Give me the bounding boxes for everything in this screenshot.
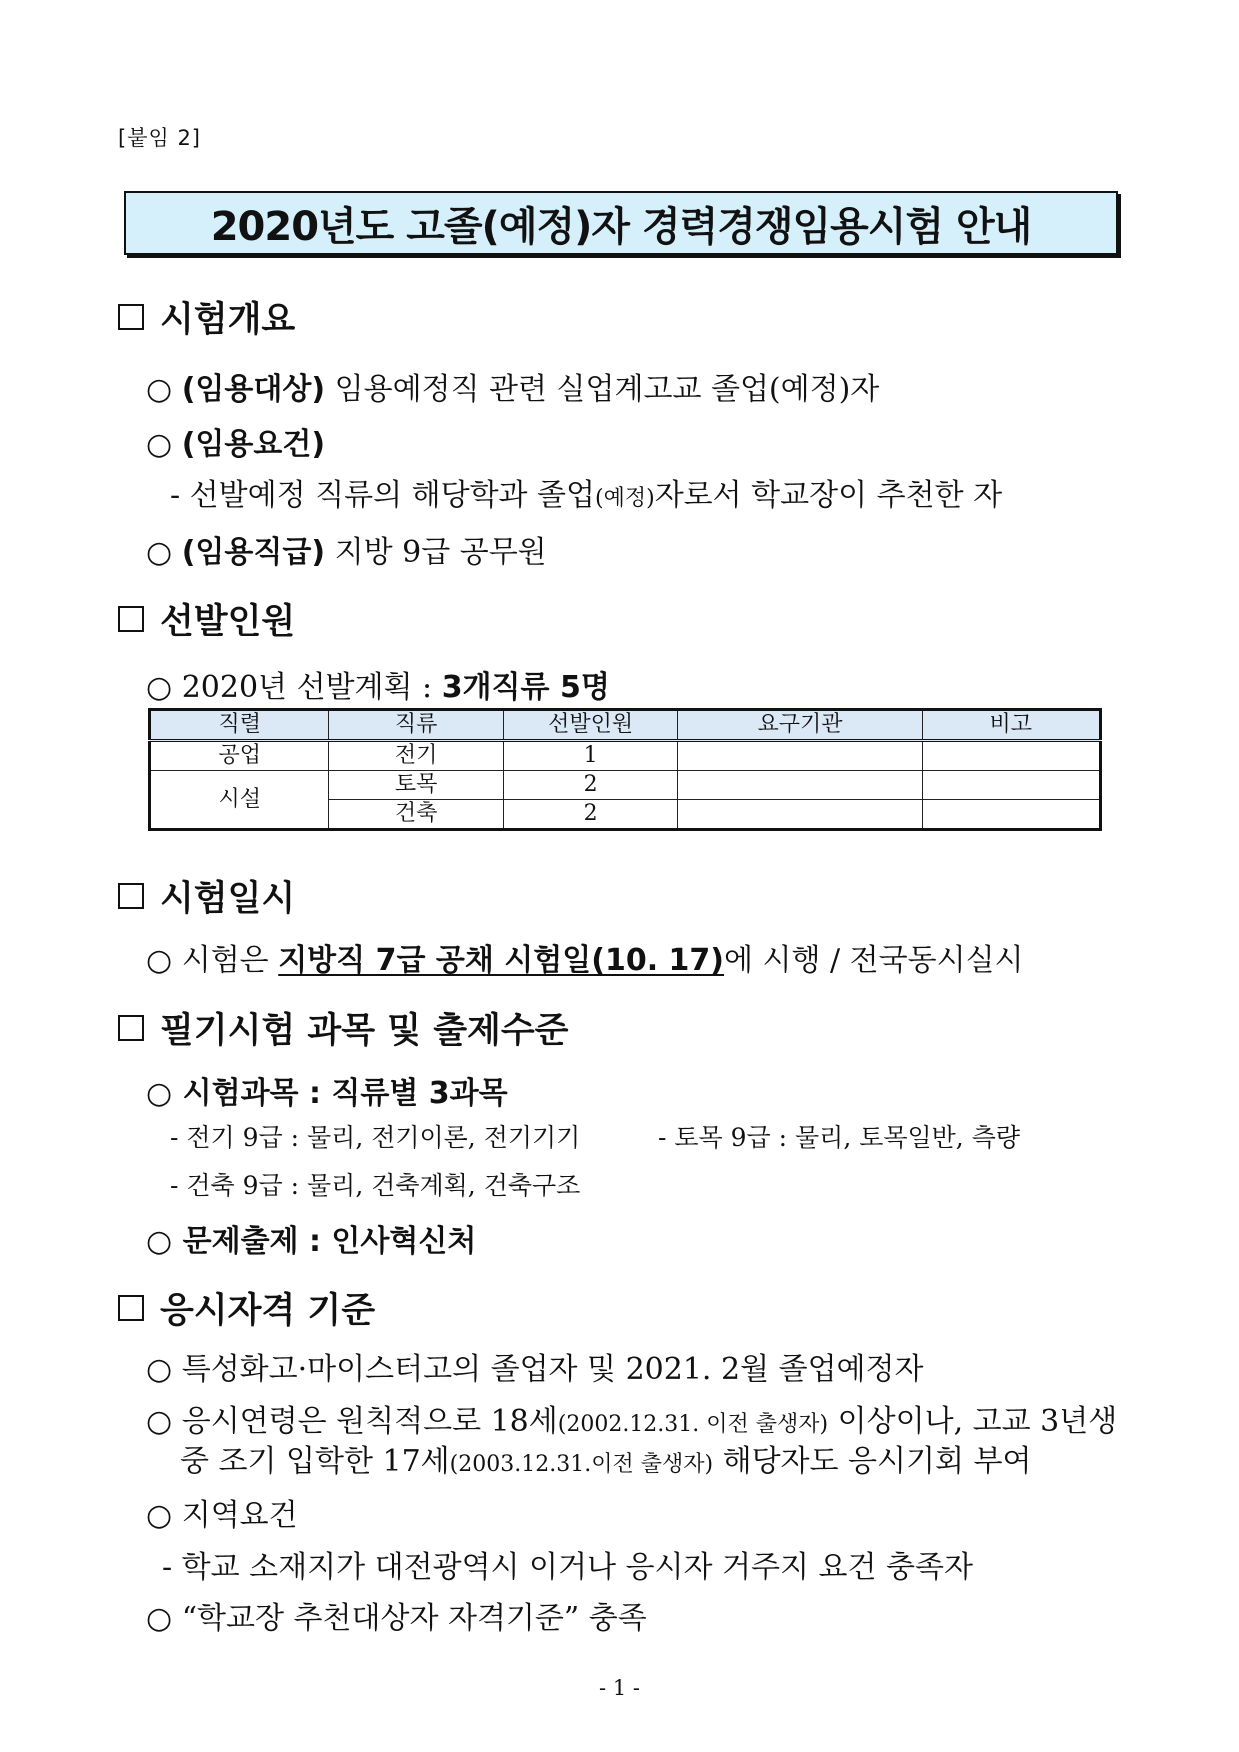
attachment-label: [붙임 2] (118, 126, 201, 150)
agency-cell (678, 800, 922, 830)
count-cell: 2 (503, 771, 677, 800)
field-cell: 토목 (329, 771, 503, 800)
table-row (150, 741, 1101, 771)
checkbox-square-icon (118, 1015, 144, 1041)
count-cell: 2 (503, 800, 677, 830)
checkbox-square-icon (118, 606, 144, 632)
subjects-line: ○ 시험과목 : 직류별 3과목 (146, 1076, 508, 1111)
eligibility-line5: - 학교 소재지가 대전광역시 이거나 응시자 거주지 요건 충족자 (162, 1550, 973, 1585)
checkbox-square-icon (118, 883, 144, 909)
section-heading-overview: 시험개요 (118, 292, 295, 342)
section-heading-selection: 선발인원 (118, 594, 295, 644)
header-field: 직류 (329, 710, 503, 741)
table-header-row (150, 710, 1101, 741)
remark-cell (922, 771, 1100, 800)
eligibility-line2: ○ 응시연령은 원칙적으로 18세(2002.12.31. 이전 출생자) 이상이나, 고교 3년생 (146, 1404, 1118, 1439)
agency-cell (678, 771, 922, 800)
exam-date-underlined: 지방직 7급 공채 시험일(10. 17) (278, 943, 724, 978)
document-title-box (124, 191, 1118, 255)
subjects-arch: - 건축 9급 : 물리, 건축계획, 건축구조 (170, 1171, 581, 1200)
requirement-sub-line: - 선발예정 직류의 해당학과 졸업(예정)자로서 학교장이 추천한 자 (170, 478, 1003, 513)
agency-cell (678, 741, 922, 771)
subjects-elec: - 전기 9급 : 물리, 전기이론, 전기기기 (170, 1123, 581, 1152)
header-series: 직렬 (150, 710, 329, 741)
field-cell: 전기 (329, 741, 503, 771)
eligibility-line6: ○ “학교장 추천대상자 자격기준” 충족 (146, 1601, 647, 1636)
selection-plan-line: ○ 2020년 선발계획 : 3개직류 5명 (146, 670, 610, 705)
section-heading-schedule: 시험일시 (118, 871, 295, 921)
series-cell: 시설 (150, 771, 329, 830)
header-remark: 비고 (922, 710, 1100, 741)
header-agency: 요구기관 (678, 710, 922, 741)
schedule-line: ○ 시험은 지방직 7급 공채 시험일(10. 17)에 시행 / 전국동시실시 (146, 943, 1024, 978)
checkbox-square-icon (118, 1295, 144, 1321)
section-heading-eligibility: 응시자격 기준 (118, 1283, 375, 1333)
setter-line: ○ 문제출제 : 인사혁신처 (146, 1224, 477, 1259)
grade-line: ○ (임용직급) 지방 9급 공무원 (146, 535, 547, 570)
remark-cell (922, 800, 1100, 830)
checkbox-square-icon (118, 304, 144, 330)
document-title: 2020년도 고졸(예정)자 경력경쟁임용시험 안내 (210, 203, 1032, 250)
series-cell: 공업 (150, 741, 329, 771)
table-row (150, 771, 1101, 800)
selection-table (148, 708, 1102, 831)
count-cell: 1 (503, 741, 677, 771)
header-count: 선발인원 (503, 710, 677, 741)
page-number: - 1 - (599, 1676, 640, 1700)
section-heading-written: 필기시험 과목 및 출제수준 (118, 1003, 568, 1053)
remark-cell (922, 741, 1100, 771)
field-cell: 건축 (329, 800, 503, 830)
eligibility-line3: 중 조기 입학한 17세(2003.12.31.이전 출생자) 해당자도 응시기회 부여 (180, 1444, 1032, 1479)
eligibility-line1: ○ 특성화고·마이스터고의 졸업자 및 2021. 2월 졸업예정자 (146, 1352, 924, 1387)
requirement-line: ○ (임용요건) (146, 427, 326, 462)
target-line: ○ (임용대상) 임용예정직 관련 실업계고교 졸업(예정)자 (146, 372, 880, 407)
eligibility-line4: ○ 지역요건 (146, 1498, 298, 1533)
subjects-civil: - 토목 9급 : 물리, 토목일반, 측량 (658, 1123, 1021, 1152)
